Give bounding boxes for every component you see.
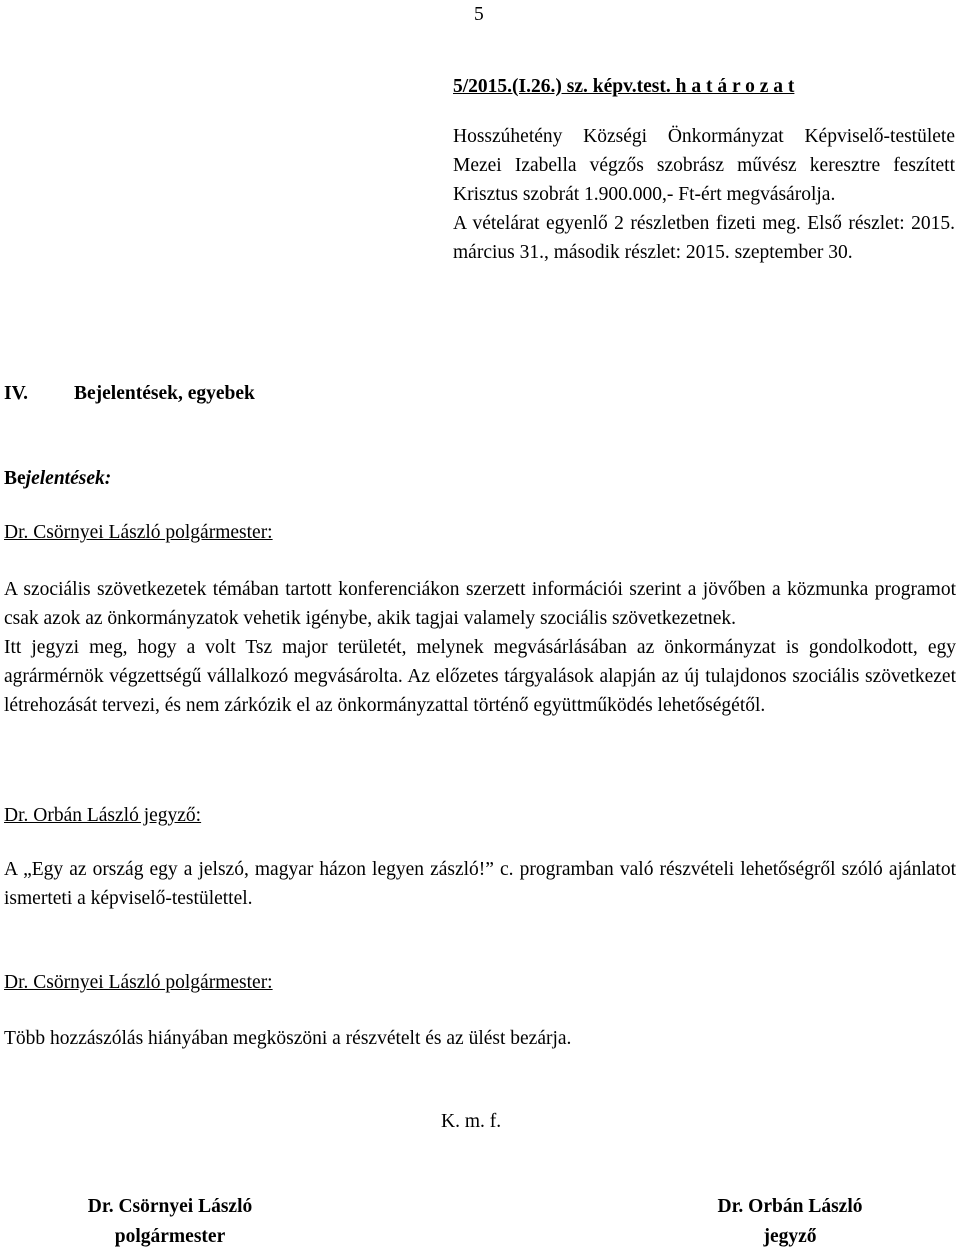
- entry-text: [4, 1024, 956, 1053]
- resolution-body: [453, 122, 955, 267]
- signature-role: jegyző: [763, 1226, 817, 1247]
- subsection-heading: [4, 464, 111, 493]
- entry-text: [4, 855, 956, 913]
- resolution-paragraph: A vételárat egyenlő 2 részletben fizeti meg. Első részlet: 2015. március 31., második részlet: 2015. szeptember 30.: [453, 213, 955, 263]
- subsection-title-italic: jelentések:: [25, 468, 112, 489]
- signature-block-mayor: [50, 1192, 290, 1252]
- signature-role: polgármester: [114, 1226, 226, 1247]
- entry-paragraph: A szociális szövetkezetek témában tartott konferenciákon szerzett információi szerint a jövőben a közmunka programot csak azok az önkormányzatok vehetik igénybe, akik tagjai valamely szociális szövetkezetnek.: [4, 579, 956, 629]
- section-title: Bejelentések, egyebek: [74, 383, 255, 404]
- speaker-label: Dr. Csörnyei László polgármester:: [4, 972, 273, 993]
- signature-block-notary: [680, 1192, 900, 1252]
- subsection-title-plain: Be: [4, 468, 26, 489]
- entry-paragraph: Több hozzászólás hiányában megköszöni a részvételt és az ülést bezárja.: [4, 1028, 572, 1049]
- closing-mark: K. m. f.: [441, 1111, 502, 1132]
- section-heading: [4, 379, 255, 408]
- entry-paragraph: Itt jegyzi meg, hogy a volt Tsz major területét, melynek megvásárlásában az önkormányzat is gondolkodott, egy agrármérnök végzettségű vállalkozó megvásárolta. Az előzetes tárgyalások alapján az új tulajdonos szociális szövetkezet létrehozását tervezi, és nem zárkózik el az önkormányzattal történő együttműködés lehetőségétől.: [4, 637, 956, 716]
- signature-name: Dr. Orbán László: [717, 1196, 863, 1217]
- speaker-label: Dr. Csörnyei László polgármester:: [4, 522, 273, 543]
- page-number: 5: [474, 4, 484, 25]
- resolution-title: 5/2015.(I.26.) sz. képv.test. h a t á r o z a t: [453, 76, 795, 97]
- entry-paragraph: A „Egy az ország egy a jelszó, magyar házon legyen zászló!” c. programban való részvételi lehetőségről szóló ajánlatot ismerteti a képviselő-testülettel.: [4, 859, 956, 909]
- section-number: IV.: [4, 383, 29, 404]
- resolution-paragraph: Hosszúhetény Községi Önkormányzat Képviselő-testülete Mezei Izabella végzős szobrász művész keresztre feszített Krisztus szobrát 1.900.000,- Ft-ért megvásárolja.: [453, 126, 955, 205]
- entry-text: [4, 575, 956, 720]
- speaker-label: Dr. Orbán László jegyző:: [4, 805, 202, 826]
- signature-name: Dr. Csörnyei László: [87, 1196, 253, 1217]
